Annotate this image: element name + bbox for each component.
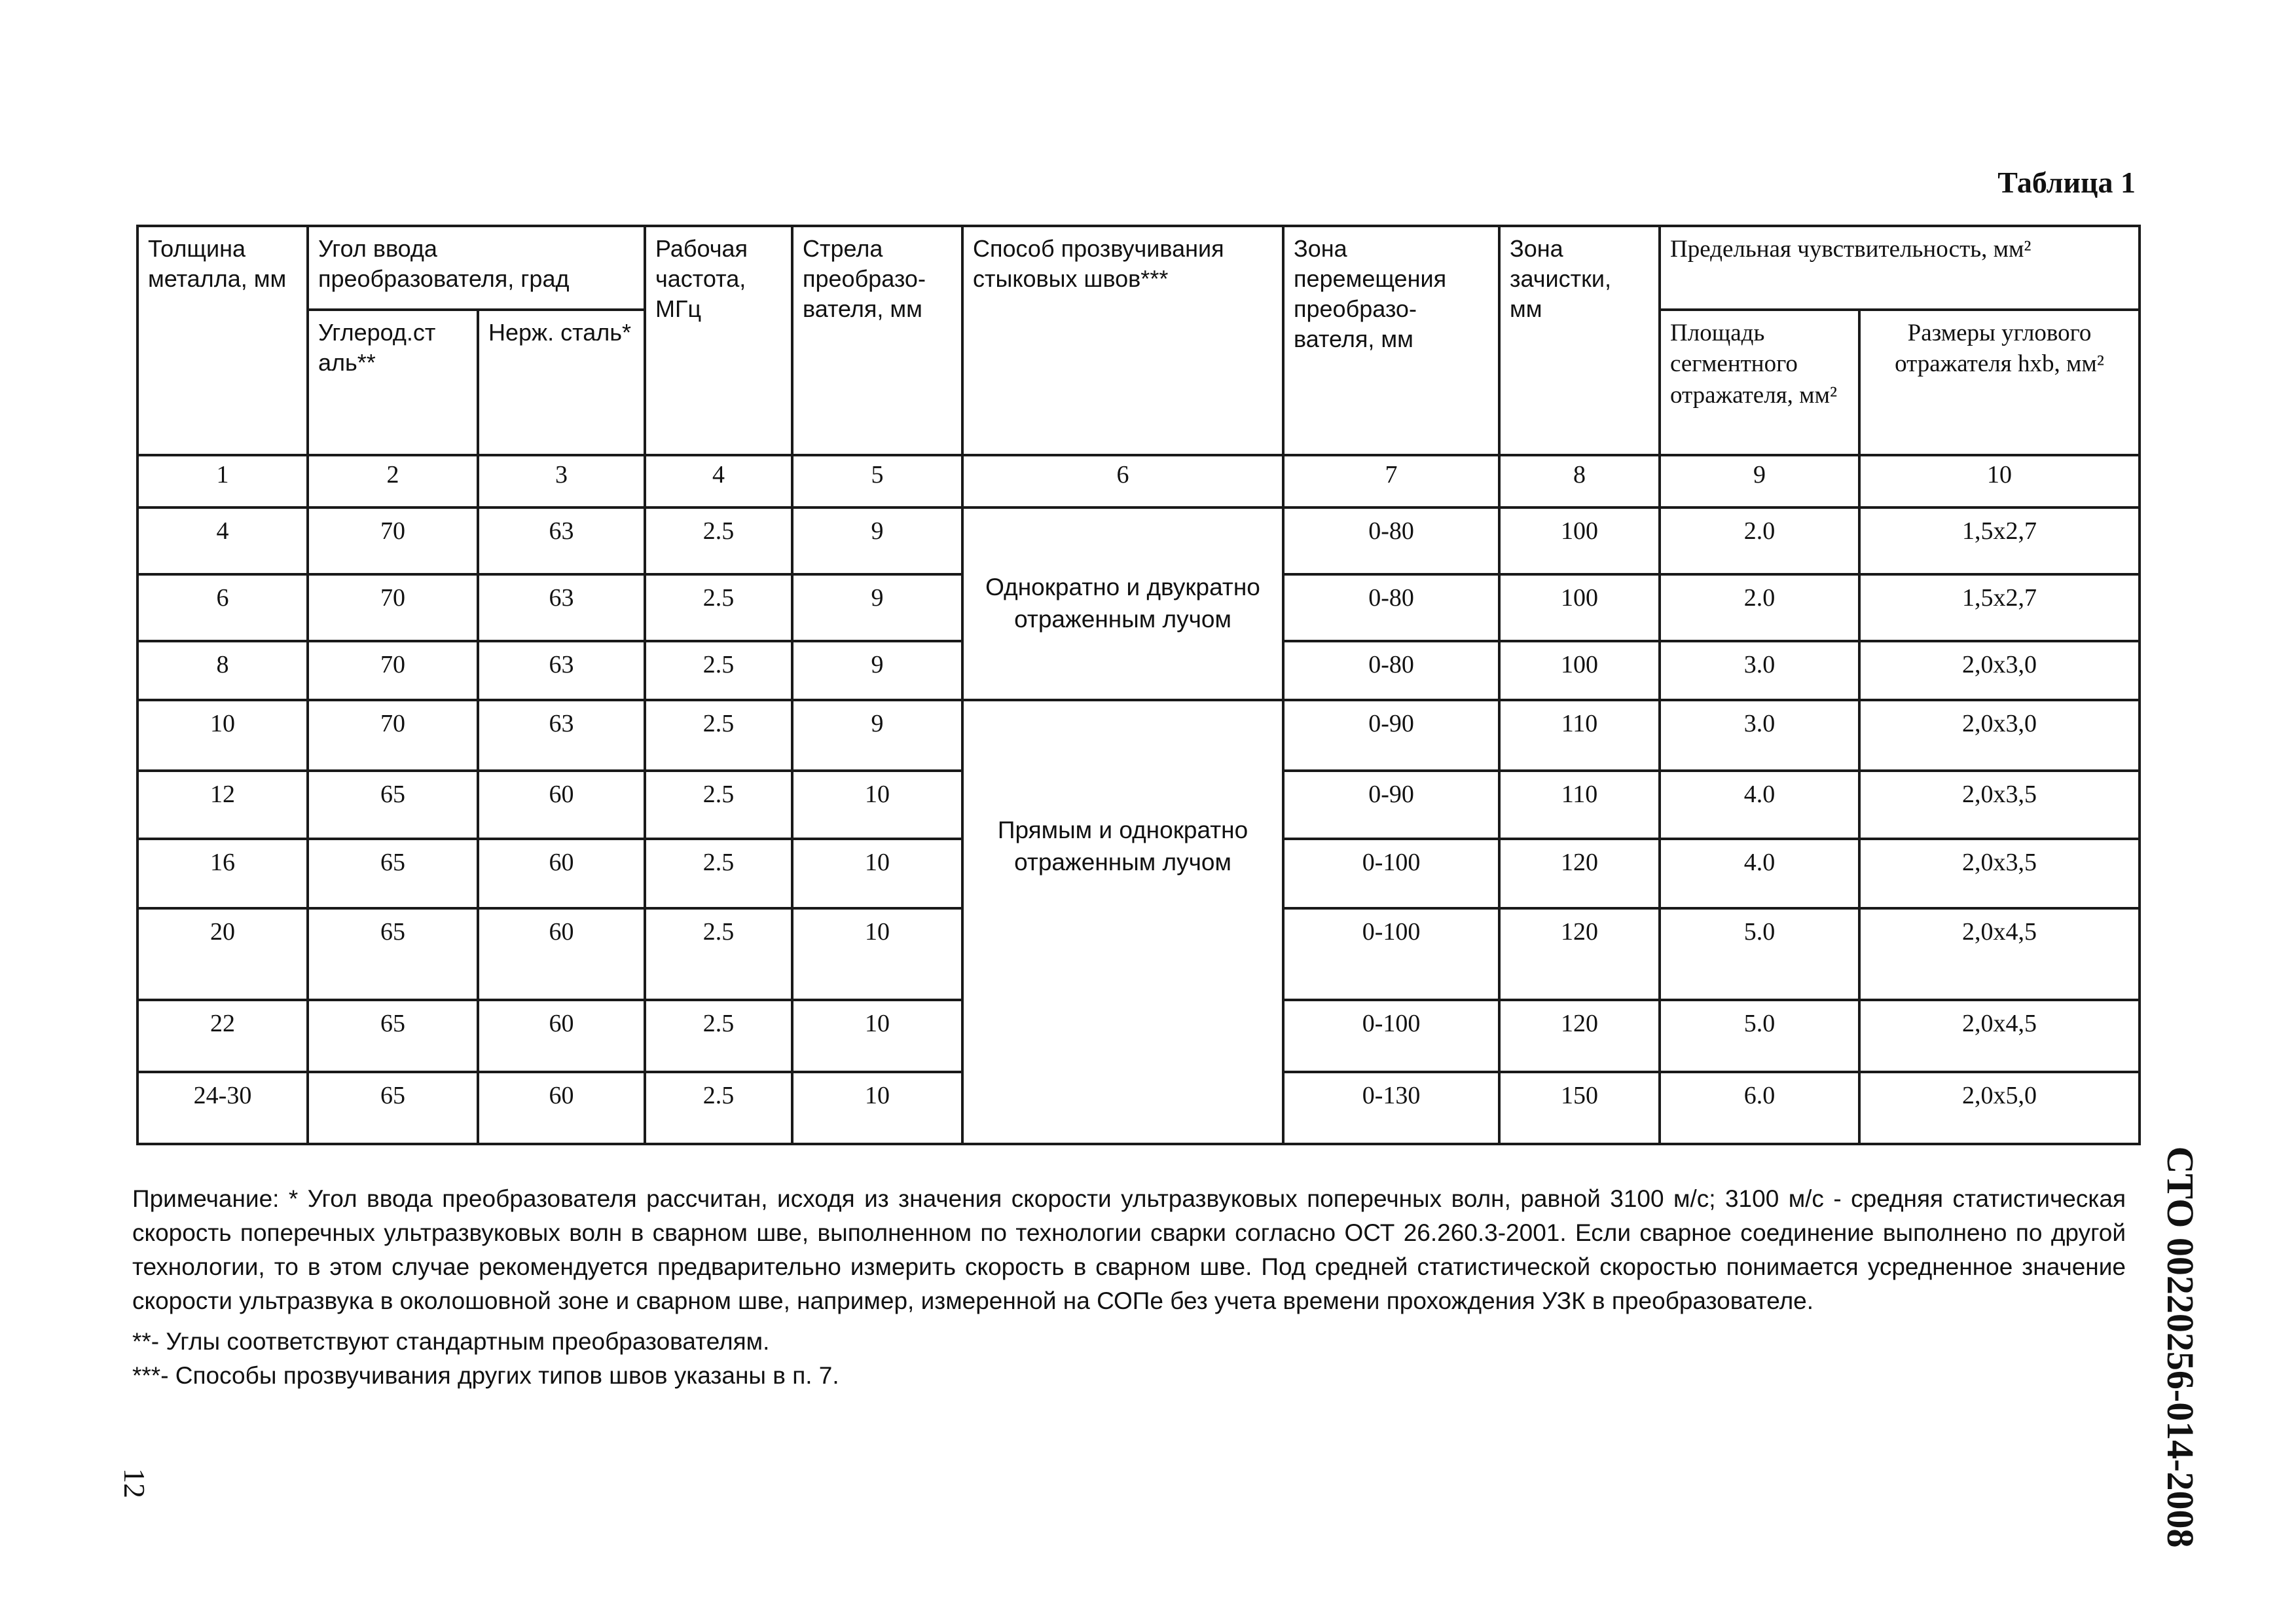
cell-angle-carbon: 65 (308, 771, 478, 839)
cell-thickness: 8 (137, 641, 308, 700)
header-row-1 (137, 226, 2140, 310)
cell-thickness: 12 (137, 771, 308, 839)
column-number: 3 (478, 455, 645, 507)
cell-move-zone: 0-100 (1283, 908, 1499, 1000)
cell-arrow: 10 (792, 1072, 962, 1144)
cell-segment-area: 3.0 (1660, 700, 1859, 771)
header-angle-group: Угол ввода преобразователя, град (308, 226, 645, 310)
cell-angle-stainless: 63 (478, 700, 645, 771)
cell-corner-size: 2,0х4,5 (1859, 1000, 2140, 1072)
cell-clean-zone: 120 (1499, 1000, 1660, 1072)
cell-clean-zone: 100 (1499, 641, 1660, 700)
cell-corner-size: 2,0х4,5 (1859, 908, 2140, 1000)
cell-move-zone: 0-80 (1283, 641, 1499, 700)
cell-angle-stainless: 63 (478, 574, 645, 641)
cell-move-zone: 0-90 (1283, 700, 1499, 771)
cell-angle-carbon: 65 (308, 908, 478, 1000)
column-number: 2 (308, 455, 478, 507)
cell-angle-stainless: 60 (478, 771, 645, 839)
cell-angle-stainless: 60 (478, 908, 645, 1000)
cell-segment-area: 2.0 (1660, 574, 1859, 641)
cell-angle-stainless: 60 (478, 839, 645, 908)
cell-segment-area: 5.0 (1660, 908, 1859, 1000)
header-angle-carbon: Углерод.ст аль** (308, 310, 478, 455)
cell-angle-carbon: 70 (308, 507, 478, 574)
page-number: 12 (118, 1468, 151, 1498)
cell-angle-stainless: 63 (478, 641, 645, 700)
note-triple-star: ***- Способы прозвучивания других типов швов указаны в п. 7. (132, 1362, 839, 1389)
cell-corner-size: 2,0х5,0 (1859, 1072, 2140, 1144)
header-arrow: Стрела преобразо-вателя, мм (792, 226, 962, 455)
header-clean-zone: Зона зачистки, мм (1499, 226, 1660, 455)
cell-move-zone: 0-90 (1283, 771, 1499, 839)
cell-arrow: 9 (792, 574, 962, 641)
cell-arrow: 9 (792, 507, 962, 574)
note-double-star: **- Углы соответствуют стандартным преобразователям. (132, 1328, 770, 1355)
cell-move-zone: 0-100 (1283, 1000, 1499, 1072)
cell-angle-carbon: 70 (308, 700, 478, 771)
cell-angle-carbon: 70 (308, 641, 478, 700)
cell-segment-area: 5.0 (1660, 1000, 1859, 1072)
cell-angle-carbon: 65 (308, 1000, 478, 1072)
column-number: 6 (962, 455, 1283, 507)
note-main: Примечание: * Угол ввода преобразователя рассчитан, исходя из значения скорости ультразвуковых поперечных волн, равной 3100 м/с; 3100 м/с - средняя статистическая скорость поперечных ультразвуковых волн в сварном шве, выполненном по технологии сварки согласно ОСТ 26.260.3-2001. Если сварное соединение выполнено по другой технологии, то в этом случае рекомендуется предварительно измерить скорость в сварном шве. Под средней статистической скоростью понимается усредненное значение скорости ультразвука в околошовной зоне и сварном шве, например, измеренной на СОПе без учета времени прохождения УЗК в преобразователе. (132, 1185, 2126, 1314)
cell-clean-zone: 110 (1499, 700, 1660, 771)
cell-arrow: 10 (792, 771, 962, 839)
cell-clean-zone: 150 (1499, 1072, 1660, 1144)
cell-angle-carbon: 65 (308, 839, 478, 908)
header-angle-stainless: Нерж. сталь* (478, 310, 645, 455)
cell-thickness: 10 (137, 700, 308, 771)
cell-arrow: 9 (792, 700, 962, 771)
cell-thickness: 22 (137, 1000, 308, 1072)
cell-clean-zone: 100 (1499, 574, 1660, 641)
column-number-row (137, 455, 2140, 507)
cell-corner-size: 1,5х2,7 (1859, 574, 2140, 641)
cell-segment-area: 6.0 (1660, 1072, 1859, 1144)
cell-clean-zone: 120 (1499, 839, 1660, 908)
column-number: 8 (1499, 455, 1660, 507)
cell-move-zone: 0-130 (1283, 1072, 1499, 1144)
parameters-table (136, 225, 2141, 1145)
cell-method-single-double: Однократно и двукратно отраженным лучом (962, 507, 1283, 700)
cell-frequency: 2.5 (645, 507, 792, 574)
cell-thickness: 4 (137, 507, 308, 574)
table-title: Таблица 1 (1997, 166, 2136, 199)
cell-thickness: 24-30 (137, 1072, 308, 1144)
header-method: Способ прозвучивания стыковых швов*** (962, 226, 1283, 455)
column-number: 1 (137, 455, 308, 507)
table-row (137, 700, 2140, 771)
cell-angle-stainless: 63 (478, 507, 645, 574)
cell-thickness: 20 (137, 908, 308, 1000)
cell-clean-zone: 120 (1499, 908, 1660, 1000)
cell-angle-stainless: 60 (478, 1000, 645, 1072)
cell-frequency: 2.5 (645, 1000, 792, 1072)
cell-arrow: 9 (792, 641, 962, 700)
cell-corner-size: 2,0х3,5 (1859, 771, 2140, 839)
cell-clean-zone: 110 (1499, 771, 1660, 839)
cell-frequency: 2.5 (645, 839, 792, 908)
cell-frequency: 2.5 (645, 908, 792, 1000)
cell-method-direct-single: Прямым и однократно отраженным лучом (962, 700, 1283, 1144)
cell-frequency: 2.5 (645, 641, 792, 700)
header-move-zone: Зона перемещения преобразо-вателя, мм (1283, 226, 1499, 455)
header-segment-area: Площадь сегментного отражателя, мм² (1660, 310, 1859, 455)
cell-move-zone: 0-100 (1283, 839, 1499, 908)
header-frequency: Рабочая частота, МГц (645, 226, 792, 455)
column-number: 9 (1660, 455, 1859, 507)
document-code: СТО 00220256-014-2008 (2159, 1146, 2202, 1548)
header-thickness: Толщина металла, мм (137, 226, 308, 455)
cell-angle-carbon: 65 (308, 1072, 478, 1144)
column-number: 7 (1283, 455, 1499, 507)
header-sensitivity-group: Предельная чувствительность, мм² (1660, 226, 2140, 310)
header-corner-size: Размеры углового отражателя hxb, мм² (1859, 310, 2140, 455)
notes-block (132, 1182, 2126, 1393)
cell-segment-area: 4.0 (1660, 839, 1859, 908)
cell-frequency: 2.5 (645, 771, 792, 839)
cell-move-zone: 0-80 (1283, 574, 1499, 641)
cell-thickness: 6 (137, 574, 308, 641)
cell-angle-carbon: 70 (308, 574, 478, 641)
cell-frequency: 2.5 (645, 1072, 792, 1144)
cell-arrow: 10 (792, 839, 962, 908)
cell-angle-stainless: 60 (478, 1072, 645, 1144)
table-row (137, 507, 2140, 574)
cell-corner-size: 2,0х3,0 (1859, 700, 2140, 771)
cell-segment-area: 2.0 (1660, 507, 1859, 574)
cell-thickness: 16 (137, 839, 308, 908)
cell-corner-size: 1,5х2,7 (1859, 507, 2140, 574)
column-number: 10 (1859, 455, 2140, 507)
cell-corner-size: 2,0х3,5 (1859, 839, 2140, 908)
cell-frequency: 2.5 (645, 700, 792, 771)
cell-corner-size: 2,0х3,0 (1859, 641, 2140, 700)
column-number: 5 (792, 455, 962, 507)
cell-frequency: 2.5 (645, 574, 792, 641)
cell-move-zone: 0-80 (1283, 507, 1499, 574)
cell-segment-area: 4.0 (1660, 771, 1859, 839)
cell-arrow: 10 (792, 908, 962, 1000)
column-number: 4 (645, 455, 792, 507)
cell-segment-area: 3.0 (1660, 641, 1859, 700)
cell-clean-zone: 100 (1499, 507, 1660, 574)
cell-arrow: 10 (792, 1000, 962, 1072)
